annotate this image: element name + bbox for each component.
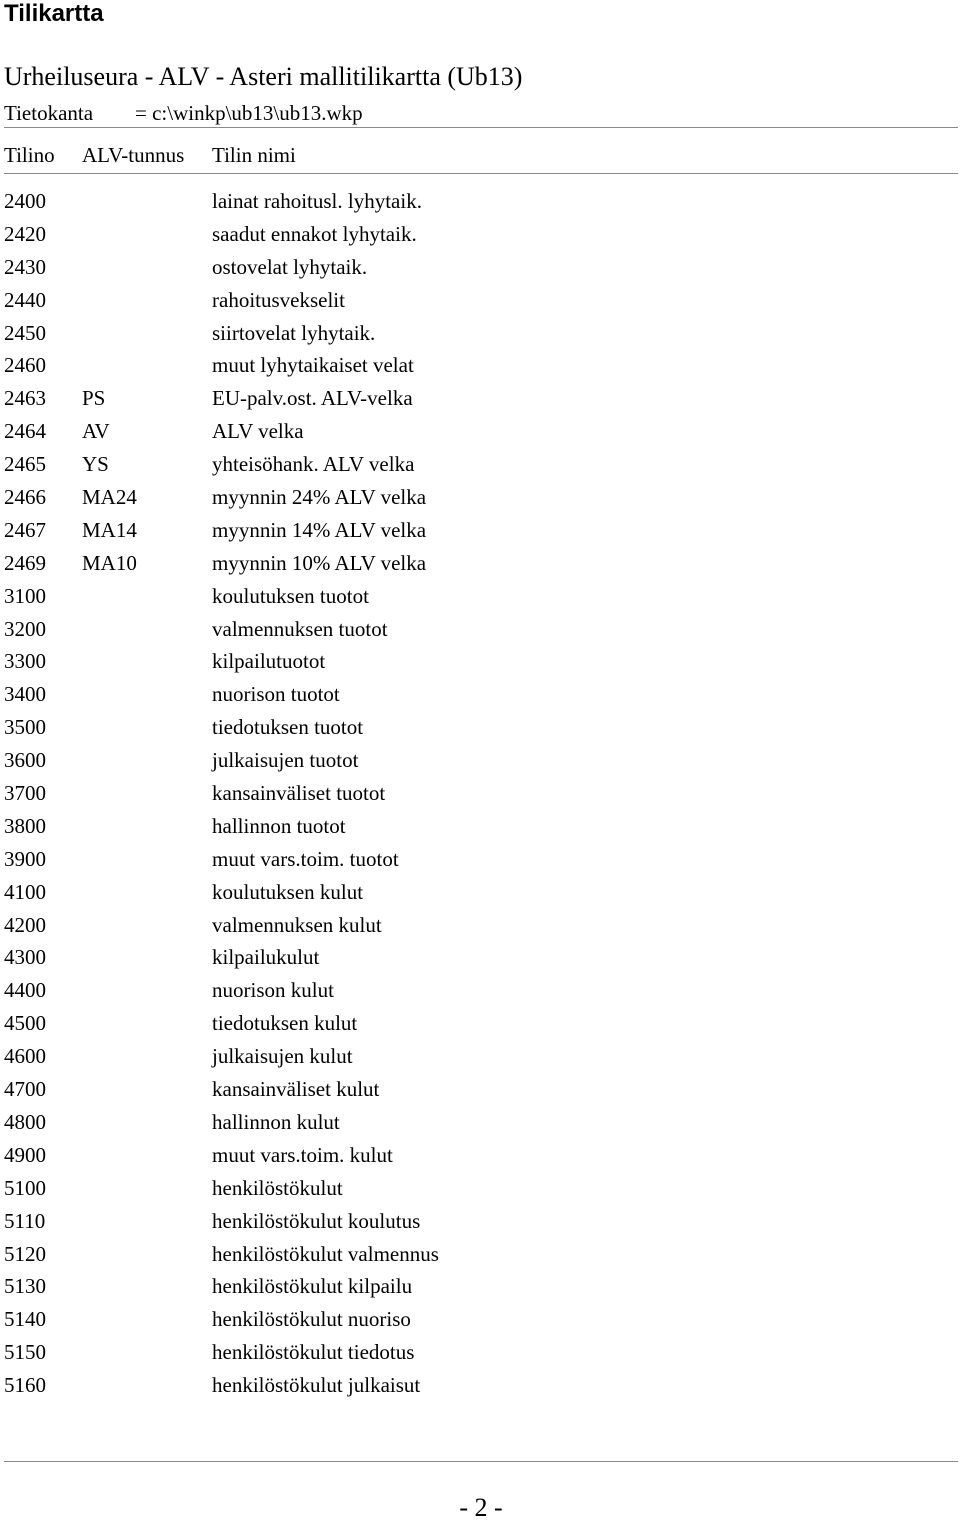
table-row (4, 415, 954, 448)
table-row (4, 218, 954, 251)
account-name: myynnin 10% ALV velka (212, 550, 427, 575)
table-row (4, 1369, 954, 1402)
column-header-account-name: Tilin nimi (212, 143, 296, 167)
table-row (4, 744, 954, 777)
account-name: myynnin 24% ALV velka (212, 485, 427, 510)
database-line (4, 98, 363, 128)
table-row (4, 810, 954, 843)
table-row (4, 1172, 954, 1205)
page-number: - 2 - (459, 1493, 503, 1522)
account-number: 2430 (4, 254, 46, 279)
account-name: henkilöstökulut julkaisut (212, 1373, 421, 1398)
account-number: 4600 (4, 1044, 46, 1069)
table-row (4, 382, 954, 415)
table-row (4, 349, 954, 382)
account-name: myynnin 14% ALV velka (212, 517, 427, 542)
table-row (4, 1040, 954, 1073)
table-row (4, 678, 954, 711)
account-number: 3100 (4, 583, 46, 608)
table-row (4, 876, 954, 909)
table-row (4, 777, 954, 810)
account-number: 5120 (4, 1241, 46, 1266)
account-name: hallinnon tuotot (212, 813, 346, 838)
account-name: ALV velka (212, 419, 304, 444)
account-number: 5150 (4, 1340, 46, 1365)
account-name: henkilöstökulut nuoriso (212, 1307, 411, 1332)
account-name: kilpailukulut (212, 945, 320, 970)
table-row (4, 317, 954, 350)
account-number: 2440 (4, 287, 46, 312)
vat-code: YS (82, 452, 109, 477)
account-number: 2465 (4, 452, 46, 477)
account-name: saadut ennakot lyhytaik. (212, 221, 417, 246)
table-row (4, 974, 954, 1007)
table-row (4, 251, 954, 284)
table-row (4, 1007, 954, 1040)
table-row (4, 645, 954, 678)
account-name: tiedotuksen kulut (212, 1011, 358, 1036)
account-number: 2466 (4, 485, 46, 510)
account-name: yhteisöhank. ALV velka (212, 452, 415, 477)
divider-top (4, 127, 958, 128)
account-name: koulutuksen tuotot (212, 583, 369, 608)
account-number: 3300 (4, 649, 46, 674)
account-number: 2420 (4, 221, 46, 246)
table-row (4, 1205, 954, 1238)
account-name: muut vars.toim. tuotot (212, 846, 399, 871)
table-row (4, 711, 954, 744)
account-number: 3700 (4, 781, 46, 806)
account-name: henkilöstökulut kilpailu (212, 1274, 413, 1299)
account-number: 2463 (4, 386, 46, 411)
account-number: 5160 (4, 1373, 46, 1398)
account-name: hallinnon kulut (212, 1109, 340, 1134)
table-row (4, 1303, 954, 1336)
account-number: 4800 (4, 1109, 46, 1134)
table-row (4, 284, 954, 317)
table-row (4, 1073, 954, 1106)
account-name: siirtovelat lyhytaik. (212, 320, 376, 345)
account-number: 4900 (4, 1142, 46, 1167)
account-number: 3800 (4, 813, 46, 838)
account-number: 3500 (4, 715, 46, 740)
table-row (4, 941, 954, 974)
table-row (4, 547, 954, 580)
account-name: koulutuksen kulut (212, 879, 364, 904)
vat-code: AV (82, 419, 110, 444)
account-name: henkilöstökulut tiedotus (212, 1340, 415, 1365)
account-number: 5130 (4, 1274, 46, 1299)
table-row (4, 1106, 954, 1139)
table-row (4, 1139, 954, 1172)
column-header-account-number: Tilino (4, 143, 55, 167)
account-name: muut vars.toim. kulut (212, 1142, 393, 1167)
account-name: nuorison kulut (212, 978, 334, 1003)
table-header (4, 140, 954, 170)
account-name: kilpailutuotot (212, 649, 326, 674)
table-row (4, 1336, 954, 1369)
account-number: 3400 (4, 682, 46, 707)
table-row (4, 580, 954, 613)
account-number: 4400 (4, 978, 46, 1003)
table-row (4, 613, 954, 646)
account-name: kansainväliset kulut (212, 1077, 380, 1102)
account-number: 4500 (4, 1011, 46, 1036)
page-footer (0, 1493, 960, 1523)
account-name: valmennuksen kulut (212, 912, 382, 937)
account-number: 2400 (4, 189, 46, 213)
account-number: 5140 (4, 1307, 46, 1332)
account-name: henkilöstökulut (212, 1175, 343, 1200)
account-number: 3900 (4, 846, 46, 871)
vat-code: MA10 (82, 550, 137, 575)
account-table (4, 185, 954, 1402)
account-number: 2450 (4, 320, 46, 345)
table-row (4, 909, 954, 942)
database-label: Tietokanta (4, 101, 94, 125)
account-name: rahoitusvekselit (212, 287, 345, 312)
account-name: henkilöstökulut koulutus (212, 1208, 421, 1233)
table-row (4, 481, 954, 514)
table-row (4, 514, 954, 547)
account-number: 4100 (4, 879, 46, 904)
account-name: kansainväliset tuotot (212, 781, 386, 806)
divider-header (4, 173, 958, 174)
account-number: 5110 (4, 1208, 46, 1233)
account-number: 5100 (4, 1175, 46, 1200)
vat-code: MA24 (82, 485, 137, 510)
table-row (4, 1270, 954, 1303)
account-number: 4700 (4, 1077, 46, 1102)
account-number: 2464 (4, 419, 46, 444)
account-number: 2469 (4, 550, 46, 575)
table-row (4, 1238, 954, 1271)
column-header-vat-code: ALV-tunnus (82, 143, 185, 167)
account-number: 2467 (4, 517, 46, 542)
account-name: tiedotuksen tuotot (212, 715, 364, 740)
account-name: julkaisujen tuotot (212, 748, 359, 773)
account-number: 2460 (4, 353, 46, 378)
account-number: 4300 (4, 945, 46, 970)
page-title: Tilikartta (4, 0, 104, 27)
account-name: julkaisujen kulut (212, 1044, 353, 1069)
account-name: nuorison tuotot (212, 682, 340, 707)
account-name: lainat rahoitusl. lyhytaik. (212, 189, 422, 213)
vat-code: MA14 (82, 517, 137, 542)
database-path: = c:\winkp\ub13\ub13.wkp (135, 101, 363, 125)
account-name: EU-palv.ost. ALV-velka (212, 386, 413, 411)
vat-code: PS (82, 386, 106, 411)
account-number: 3200 (4, 616, 46, 641)
document-subtitle: Urheiluseura - ALV - Asteri mallitilikartta (Ub13) (4, 62, 523, 91)
account-number: 3600 (4, 748, 46, 773)
divider-bottom (4, 1461, 958, 1462)
table-row (4, 185, 954, 218)
account-name: ostovelat lyhytaik. (212, 254, 368, 279)
table-row (4, 448, 954, 481)
account-name: valmennuksen tuotot (212, 616, 388, 641)
account-name: muut lyhytaikaiset velat (212, 353, 414, 378)
account-number: 4200 (4, 912, 46, 937)
account-name: henkilöstökulut valmennus (212, 1241, 439, 1266)
table-row (4, 843, 954, 876)
